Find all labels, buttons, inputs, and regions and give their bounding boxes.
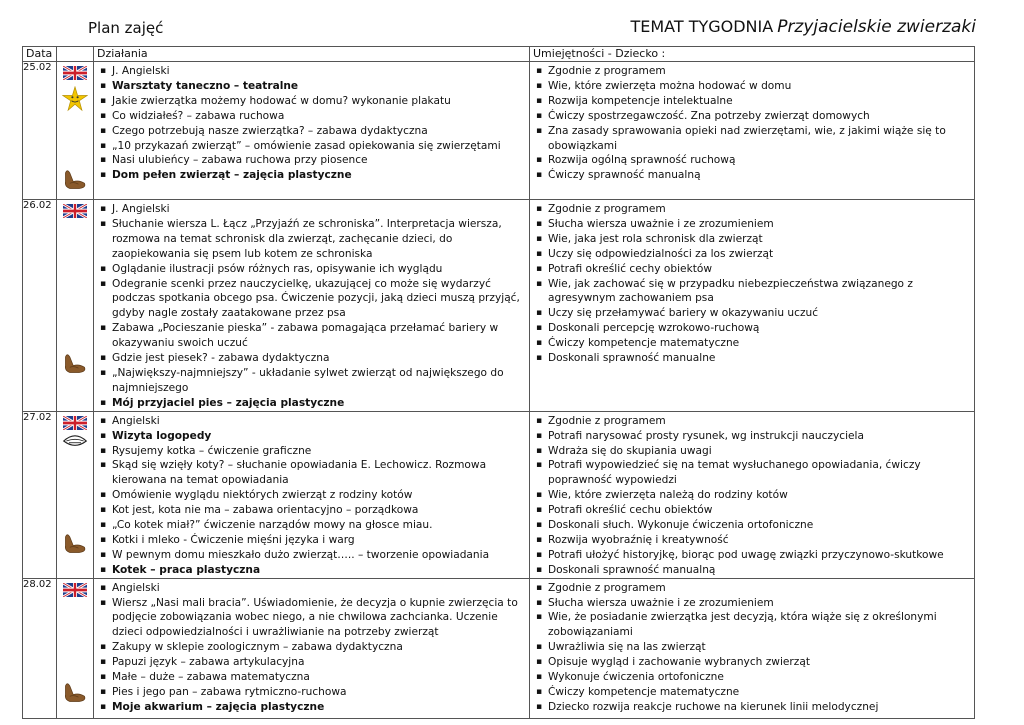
activity-item: ▪ Czego potrzebują nasze zwierzątka? – zabawa dydaktyczna [98, 124, 525, 139]
skill-item: ▪ Doskonali słuch. Wykonuje ćwiczenia ortofoniczne [534, 518, 970, 533]
activity-item: ▪ W pewnym domu mieszkało dużo zwierząt….. – tworzenie opowiadania [98, 548, 525, 563]
skill-item: ▪ Wie, które zwierzęta można hodować w domu [534, 79, 970, 94]
skill-item: ▪ Potrafi narysować prosty rysunek, wg instrukcji nauczyciela [534, 429, 970, 444]
skill-item: ▪ Dziecko rozwija reakcje ruchowe na kierunek linii melodycznej [534, 700, 970, 715]
skill-item: ▪ Zgodnie z programem [534, 414, 970, 429]
header-activities: Działania [94, 47, 530, 62]
skill-item: ▪ Doskonali sprawność manualną [534, 563, 970, 578]
activity-item: ▪ Gdzie jest piesek? - zabawa dydaktyczna [98, 351, 525, 366]
activity-item: ▪ Co widziałeś? – zabawa ruchowa [98, 109, 525, 124]
row-skills [530, 62, 975, 200]
activity-item: ▪ Oglądanie ilustracji psów różnych ras, opisywanie ich wyglądu [98, 262, 525, 277]
activity-item: ▪ „Największy-najmniejszy” - układanie sylwet zwierząt od największego do najmniejszego [98, 366, 525, 396]
activity-item: ▪ Rysujemy kotka – ćwiczenie graficzne [98, 444, 525, 459]
row-skills [530, 578, 975, 718]
skill-item: ▪ Wykonuje ćwiczenia ortofoniczne [534, 670, 970, 685]
skills-list [530, 412, 974, 578]
row-date: 25.02 [23, 62, 57, 200]
row-icons [57, 411, 94, 578]
week-label: TEMAT TYGODNIA [630, 17, 774, 36]
activity-item: ▪ Słuchanie wiersza L. Łącz „Przyjaźń ze schroniska”. Interpretacja wiersza, rozmowa na temat schronisk dla zwierząt, zachęcanie dzieci, do zaopiekowania się psem lub kotem ze schroniska [98, 217, 525, 262]
row-activities [94, 200, 530, 412]
paint-hand-icon [62, 350, 88, 380]
skill-item: ▪ Zgodnie z programem [534, 581, 970, 596]
activity-item: ▪ Dom pełen zwierząt – zajęcia plastyczne [98, 168, 525, 183]
skill-item: ▪ Wie, jaka jest rola schronisk dla zwierząt [534, 232, 970, 247]
row-activities [94, 411, 530, 578]
activity-item: ▪ „10 przykazań zwierząt” – omówienie zasad opiekowania się zwierzętami [98, 139, 525, 154]
uk-flag-icon [63, 203, 87, 217]
activity-item: ▪ Kotek – praca plastyczna [98, 563, 525, 578]
skills-list [530, 579, 974, 715]
skill-item: ▪ Potrafi wypowiedzieć się na temat wysłuchanego opowiadania, ćwiczy poprawność wypowiedzi [534, 458, 970, 488]
activity-item: ▪ Odegranie scenki przez nauczycielkę, ukazującej co może się wydarzyć podczas spotkania obcego psa. Ćwiczenie pozycji, jaką dzieci muszą przyjąć, gdyby nagle zostały zaatakowane przez psa [98, 277, 525, 322]
row-icons [57, 578, 94, 718]
header-date: Data [23, 47, 57, 62]
activities-list [94, 200, 529, 411]
row-activities [94, 62, 530, 200]
activities-list [94, 62, 529, 183]
skill-item: ▪ Zna zasady sprawowania opieki nad zwierzętami, wie, z jakimi wiąże się to obowiązkami [534, 124, 970, 154]
row-icons [57, 62, 94, 200]
activity-item: ▪ Wiersz „Nasi mali bracia”. Uświadomienie, że decyzja o kupnie zwierzęcia to podjęcie zobowiązania wobec niego, a nie chwilowa zachcianka. Uczenie dzieci odpowiedzialności i uwrażliwianie na potrzeby zwierząt [98, 596, 525, 641]
table-row [23, 62, 975, 200]
activity-item: ▪ Pies i jego pan – zabawa rytmiczno-ruchowa [98, 685, 525, 700]
table-row [23, 578, 975, 718]
header-icon [57, 47, 94, 62]
activity-item: ▪ Nasi ulubieńcy – zabawa ruchowa przy piosence [98, 153, 525, 168]
activity-item: ▪ Kotki i mleko - Ćwiczenie mięśni języka i warg [98, 533, 525, 548]
skill-item: ▪ Zgodnie z programem [534, 64, 970, 79]
table-row [23, 411, 975, 578]
uk-flag-icon [63, 582, 87, 596]
activity-item: ▪ Kot jest, kota nie ma – zabawa orientacyjno – porządkowa [98, 503, 525, 518]
activity-item: ▪ Omówienie wyglądu niektórych zwierząt z rodziny kotów [98, 488, 525, 503]
skills-list [530, 200, 974, 366]
activity-item: ▪ Zabawa „Pocieszanie pieska” - zabawa pomagająca przełamać bariery w okazywaniu swoich uczuć [98, 321, 525, 351]
skill-item: ▪ Wdraża się do skupiania uwagi [534, 444, 970, 459]
skill-item: ▪ Doskonali sprawność manualne [534, 351, 970, 366]
row-icons [57, 200, 94, 412]
dancing-star-icon [62, 86, 88, 116]
activity-item: ▪ Zakupy w sklepie zoologicznym – zabawa dydaktyczna [98, 640, 525, 655]
skill-item: ▪ Rozwija ogólną sprawność ruchową [534, 153, 970, 168]
skill-item: ▪ Potrafi określić cechu obiektów [534, 503, 970, 518]
skills-list [530, 62, 974, 183]
skill-item: ▪ Doskonali percepcję wzrokowo-ruchową [534, 321, 970, 336]
activity-item: ▪ Małe – duże – zabawa matematyczna [98, 670, 525, 685]
skill-item: ▪ Rozwija wyobraźnię i kreatywność [534, 533, 970, 548]
activity-item: ▪ Angielski [98, 414, 525, 429]
skill-item: ▪ Zgodnie z programem [534, 202, 970, 217]
row-date: 27.02 [23, 411, 57, 578]
skill-item: ▪ Rozwija kompetencje intelektualne [534, 94, 970, 109]
uk-flag-icon [63, 65, 87, 79]
activity-item: ▪ Angielski [98, 581, 525, 596]
activities-list [94, 579, 529, 715]
activity-item: ▪ J. Angielski [98, 64, 525, 79]
paint-hand-icon [62, 166, 88, 196]
activities-list [94, 412, 529, 578]
table-row [23, 200, 975, 412]
skill-item: ▪ Wie, które zwierzęta należą do rodziny kotów [534, 488, 970, 503]
paint-hand-icon [62, 679, 88, 709]
skill-item: ▪ Uwrażliwia się na las zwierząt [534, 640, 970, 655]
activity-item: ▪ Papuzi język – zabawa artykulacyjna [98, 655, 525, 670]
skill-item: ▪ Potrafi określić cechy obiektów [534, 262, 970, 277]
skill-item: ▪ Ćwiczy sprawność manualną [534, 168, 970, 183]
row-skills [530, 411, 975, 578]
skill-item: ▪ Słucha wiersza uważnie i ze zrozumieniem [534, 596, 970, 611]
table-header-row [23, 47, 975, 62]
skill-item: ▪ Ćwiczy kompetencje matematyczne [534, 336, 970, 351]
activity-item: ▪ Mój przyjaciel pies – zajęcia plastyczne [98, 396, 525, 411]
skill-item: ▪ Uczy się odpowiedzialności za los zwierząt [534, 247, 970, 262]
week-topic: Przyjacielskie zwierzaki [777, 17, 976, 37]
activity-item: ▪ Warsztaty taneczno – teatralne [98, 79, 525, 94]
activity-item: ▪ Skąd się wzięły koty? – słuchanie opowiadania E. Lechowicz. Rozmowa kierowana na temat opowiadania [98, 458, 525, 488]
plan-table [22, 46, 975, 719]
skill-item: ▪ Opisuje wygląd i zachowanie wybranych zwierząt [534, 655, 970, 670]
skill-item: ▪ Uczy się przełamywać bariery w okazywaniu uczuć [534, 306, 970, 321]
mouth-icon [62, 432, 88, 454]
row-activities [94, 578, 530, 718]
plan-title: Plan zajęć [88, 19, 164, 37]
skill-item: ▪ Słucha wiersza uważnie i ze zrozumieniem [534, 217, 970, 232]
activity-item: ▪ Moje akwarium – zajęcia plastyczne [98, 700, 525, 715]
activity-item: ▪ Wizyta logopedy [98, 429, 525, 444]
header-skills: Umiejętności - Dziecko : [530, 47, 975, 62]
uk-flag-icon [63, 415, 87, 429]
skill-item: ▪ Ćwiczy spostrzegawczość. Zna potrzeby zwierząt domowych [534, 109, 970, 124]
paint-hand-icon [62, 530, 88, 560]
row-date: 28.02 [23, 578, 57, 718]
activity-item: ▪ „Co kotek miał?” ćwiczenie narządów mowy na głosce miau. [98, 518, 525, 533]
skill-item: ▪ Wie, że posiadanie zwierzątka jest decyzją, która wiąże się z określonymi zobowiązaniami [534, 610, 970, 640]
skill-item: ▪ Ćwiczy kompetencje matematyczne [534, 685, 970, 700]
activity-item: ▪ J. Angielski [98, 202, 525, 217]
row-skills [530, 200, 975, 412]
week-topic-heading [630, 17, 976, 37]
skill-item: ▪ Potrafi ułożyć historyjkę, biorąc pod uwagę związki przyczynowo-skutkowe [534, 548, 970, 563]
row-date: 26.02 [23, 200, 57, 412]
skill-item: ▪ Wie, jak zachować się w przypadku niebezpieczeństwa związanego z agresywnym zachowaniem psa [534, 277, 970, 307]
activity-item: ▪ Jakie zwierzątka możemy hodować w domu? wykonanie plakatu [98, 94, 525, 109]
